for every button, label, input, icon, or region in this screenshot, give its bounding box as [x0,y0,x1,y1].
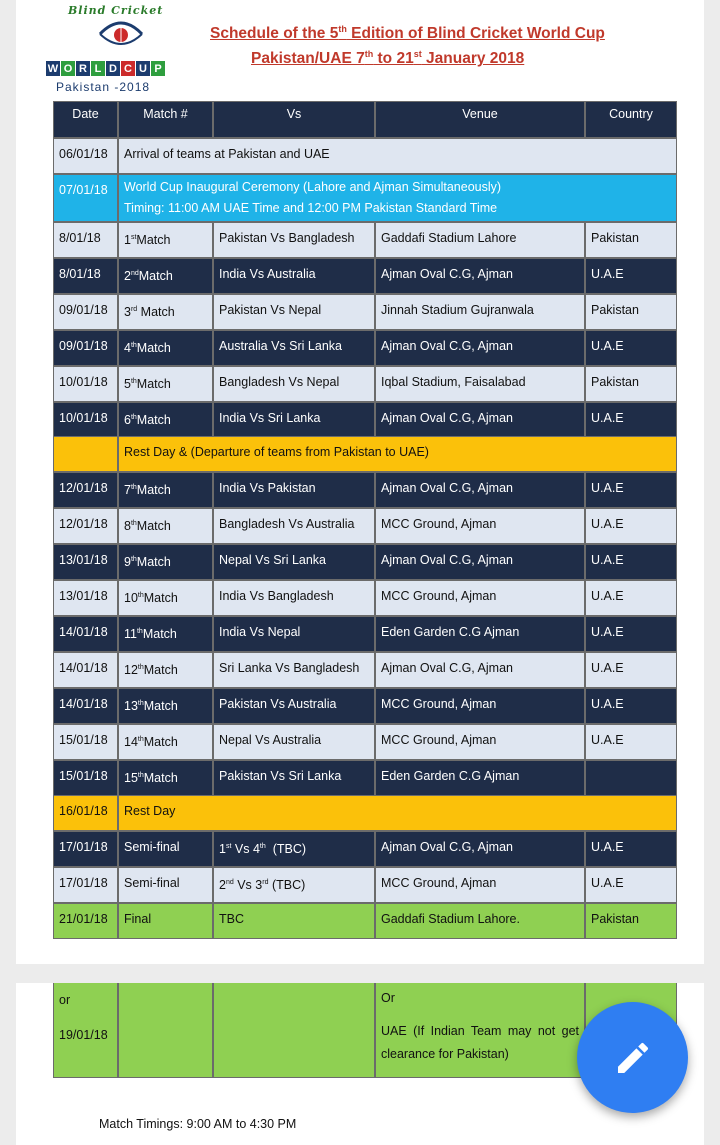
logo-letter-box: L [91,61,105,76]
world-cup-logo [46,4,196,94]
vs-cell: Australia Vs Sri Lanka [213,330,375,366]
vs-cell: Pakistan Vs Australia [213,688,375,724]
vs-text: (TBC) [265,842,307,856]
ordinal-sup: th [259,843,266,850]
table-row-semi-final-1 [53,831,677,867]
logo-subtitle: Pakistan -2018 [56,80,151,94]
match-number: 7 [124,483,131,497]
date-cell: 17/01/18 [53,831,118,867]
venue-cell: MCC Ground, Ajman [375,580,585,616]
match-number: 11 [124,627,137,641]
vs-cell: Nepal Vs Australia [213,724,375,760]
logo-letter-box: C [121,61,135,76]
match-number: 4 [124,341,131,355]
ceremony-timing-line: Timing: 11:00 AM UAE Time and 12:00 PM Pakistan Standard Time [124,201,498,215]
ordinal-sup: th [130,378,137,385]
match-number: 1 [124,233,131,247]
country-cell: U.A.E [585,258,677,294]
date-cell: 14/01/18 [53,652,118,688]
match-cell [118,472,213,508]
match-number: 15 [124,771,138,785]
date-cell: 13/01/18 [53,580,118,616]
venue-cell: Eden Garden C.G Ajman [375,760,585,796]
ordinal-sup: th [137,700,144,707]
ceremony-line: World Cup Inaugural Ceremony (Lahore and Ajman Simultaneously) [124,180,502,194]
ordinal-sup: th [136,628,143,635]
vs-cell: Sri Lanka Vs Bangladesh [213,652,375,688]
country-cell: U.A.E [585,508,677,544]
venue-cell: Ajman Oval C.G, Ajman [375,831,585,867]
date-cell: 12/01/18 [53,472,118,508]
match-label: Match [143,663,178,677]
logo-letter-box: D [106,61,120,76]
col-header-country: Country [585,101,677,138]
match-label: Match [136,377,171,391]
pencil-icon [613,1038,653,1078]
logo-letter-box: P [151,61,165,76]
date-cell: 8/01/18 [53,222,118,258]
ceremony-cell [118,174,677,222]
ordinal-sup: st [130,234,137,241]
logo-letter-box: R [76,61,90,76]
ordinal-sup: nd [130,270,139,277]
heading-sup: th [364,49,374,59]
heading-text: January 2018 [421,50,525,68]
date-or-text: or [59,993,71,1007]
ordinal-sup: th [130,342,137,349]
date-cell: 12/01/18 [53,508,118,544]
venue-cell: Gaddafi Stadium Lahore. [375,903,585,939]
match-cell [118,330,213,366]
match-number: 9 [124,555,131,569]
country-cell: Pakistan [585,366,677,402]
venue-cell: MCC Ground, Ajman [375,867,585,903]
match-cell: Final [118,903,213,939]
date-cell: 09/01/18 [53,330,118,366]
logo-letter-box: W [47,62,59,75]
country-cell: U.A.E [585,688,677,724]
match-cell [118,580,213,616]
match-timings-note: Match Timings: 9:00 AM to 4:30 PM [99,1117,297,1131]
match-cell [118,222,213,258]
vs-cell: Pakistan Vs Nepal [213,294,375,330]
match-number: 3 [124,305,131,319]
match-label: Match [136,555,171,569]
vs-cell: India Vs Nepal [213,616,375,652]
arrival-cell: Arrival of teams at Pakistan and UAE [118,138,677,174]
schedule-heading-line1 [210,24,605,43]
match-number: 5 [124,377,131,391]
logo-letter-box: O [61,61,75,76]
date-cell: 07/01/18 [53,174,118,222]
vs-cell: India Vs Sri Lanka [213,402,375,438]
match-cell [118,544,213,580]
table-header-row [53,101,677,138]
vs-text: Vs 3 [233,878,263,892]
date-cell: 17/01/18 [53,867,118,903]
ordinal-sup: st [225,843,232,850]
match-cell [118,724,213,760]
match-cell [118,508,213,544]
country-cell [585,760,677,796]
ordinal-sup: rd [130,306,138,313]
edit-fab-button[interactable] [577,1002,688,1113]
vs-cell: TBC [213,903,375,939]
date-cell: 10/01/18 [53,402,118,438]
table-row [53,580,677,616]
venue-cell [375,983,585,1078]
venue-cell: Ajman Oval C.G, Ajman [375,652,585,688]
country-cell: Pakistan [585,222,677,258]
table-row [53,366,677,402]
vs-cell: Bangladesh Vs Australia [213,508,375,544]
vs-cell: Nepal Vs Sri Lanka [213,544,375,580]
col-header-date: Date [53,101,118,138]
venue-cell: Ajman Oval C.G, Ajman [375,330,585,366]
vs-cell: India Vs Pakistan [213,472,375,508]
table-row [53,330,677,366]
vs-cell: India Vs Australia [213,258,375,294]
rest-day-cell: Rest Day [118,795,677,831]
heading-sup: th [338,24,347,34]
date-alt-text: 19/01/18 [59,1028,108,1042]
table-row [53,294,677,330]
date-cell [53,983,118,1078]
match-number: 14 [124,735,138,749]
vs-text: Vs 4 [231,842,260,856]
heading-text: Schedule of the 5 [210,25,339,43]
table-row [53,688,677,724]
match-label: Match [136,519,171,533]
match-cell [118,402,213,438]
match-cell [118,616,213,652]
country-cell: U.A.E [585,330,677,366]
venue-cell: Gaddafi Stadium Lahore [375,222,585,258]
logo-letter-box: U [136,61,150,76]
match-cell: Semi-final [118,867,213,903]
match-label: Match [143,735,178,749]
match-number: 10 [124,591,138,605]
ordinal-sup: th [137,772,144,779]
venue-cell: MCC Ground, Ajman [375,508,585,544]
table-row [53,760,677,796]
vs-cell [213,867,375,903]
date-cell: 14/01/18 [53,616,118,652]
match-cell [118,688,213,724]
country-cell: U.A.E [585,616,677,652]
country-cell: Pakistan [585,294,677,330]
match-label: Match [143,699,178,713]
venue-or-text: Or [381,991,395,1005]
venue-cell: Ajman Oval C.G, Ajman [375,472,585,508]
match-cell [118,258,213,294]
date-cell: 14/01/18 [53,688,118,724]
ordinal-sup: th [137,664,144,671]
vs-cell: Pakistan Vs Bangladesh [213,222,375,258]
venue-alt-text: UAE (If Indian Team may not get clearance for Pakistan) [381,1024,579,1061]
match-number: 6 [124,413,131,427]
col-header-venue: Venue [375,101,585,138]
venue-cell: Iqbal Stadium, Faisalabad [375,366,585,402]
table-row [53,724,677,760]
match-cell [118,983,213,1078]
rest-day-cell: Rest Day & (Departure of teams from Pakistan to UAE) [118,436,677,472]
table-row [53,222,677,258]
country-cell: U.A.E [585,724,677,760]
date-cell: 09/01/18 [53,294,118,330]
date-cell: 15/01/18 [53,724,118,760]
table-row-rest-day-2 [53,795,677,831]
date-cell: 16/01/18 [53,795,118,831]
table-row [53,616,677,652]
match-number: 2 [124,269,131,283]
match-cell: Semi-final [118,831,213,867]
vs-text: 2 [219,878,226,892]
match-number: 12 [124,663,138,677]
date-cell: 10/01/18 [53,366,118,402]
country-cell: U.A.E [585,867,677,903]
match-cell [118,760,213,796]
match-label: Match [143,591,178,605]
venue-cell: Ajman Oval C.G, Ajman [375,258,585,294]
ordinal-sup: th [130,484,137,491]
ordinal-sup: th [130,556,137,563]
match-label: Match [136,233,171,247]
match-label: Match [137,305,175,319]
vs-text: 1 [219,842,226,856]
match-cell [118,652,213,688]
date-cell: 13/01/18 [53,544,118,580]
table-row-final [53,903,677,939]
table-row [53,402,677,438]
match-label: Match [136,341,171,355]
match-cell [118,294,213,330]
heading-text: to 21 [373,50,414,68]
vs-cell: Pakistan Vs Sri Lanka [213,760,375,796]
ordinal-sup: th [137,592,144,599]
ordinal-sup: th [130,520,137,527]
venue-cell: MCC Ground, Ajman [375,688,585,724]
ordinal-sup: th [130,414,137,421]
table-row [53,508,677,544]
heading-text: Edition of Blind Cricket World Cup [346,25,605,43]
match-label: Match [136,483,171,497]
country-cell: U.A.E [585,580,677,616]
venue-cell: Eden Garden C.G Ajman [375,616,585,652]
table-row-rest-day [53,436,677,472]
table-row [53,472,677,508]
date-cell: 06/01/18 [53,138,118,174]
table-row-arrival [53,138,677,174]
venue-cell: Ajman Oval C.G, Ajman [375,402,585,438]
venue-cell: Jinnah Stadium Gujranwala [375,294,585,330]
table-row [53,258,677,294]
country-cell: U.A.E [585,402,677,438]
match-number: 13 [124,699,138,713]
match-label: Match [142,627,177,641]
country-cell: U.A.E [585,831,677,867]
date-cell: 8/01/18 [53,258,118,294]
venue-cell: MCC Ground, Ajman [375,724,585,760]
vs-cell: Bangladesh Vs Nepal [213,366,375,402]
country-cell: U.A.E [585,652,677,688]
vs-cell: India Vs Bangladesh [213,580,375,616]
match-label: Match [136,413,171,427]
table-row [53,544,677,580]
table-row-semi-final-2 [53,867,677,903]
logo-letter-boxes [46,61,165,76]
ordinal-sup: nd [225,879,234,886]
schedule-heading-line2 [251,49,524,68]
match-label: Match [143,771,178,785]
date-cell: 15/01/18 [53,760,118,796]
ordinal-sup: rd [262,879,269,886]
heading-sup: st [413,49,422,59]
logo-arc-text: Blind Cricket [68,4,164,17]
cricket-ball-icon [96,18,146,48]
vs-text: (TBC) [268,878,306,892]
heading-text: Pakistan/UAE 7 [251,50,365,68]
col-header-vs: Vs [213,101,375,138]
country-cell: Pakistan [585,903,677,939]
match-cell [118,366,213,402]
country-cell: U.A.E [585,472,677,508]
col-header-match: Match # [118,101,213,138]
ordinal-sup: th [137,736,144,743]
vs-cell [213,831,375,867]
date-cell [53,436,118,472]
country-cell: U.A.E [585,544,677,580]
match-label: Match [138,269,173,283]
venue-cell: Ajman Oval C.G, Ajman [375,544,585,580]
date-cell: 21/01/18 [53,903,118,939]
table-row-ceremony [53,174,677,222]
table-row [53,652,677,688]
match-number: 8 [124,519,131,533]
vs-cell [213,983,375,1078]
